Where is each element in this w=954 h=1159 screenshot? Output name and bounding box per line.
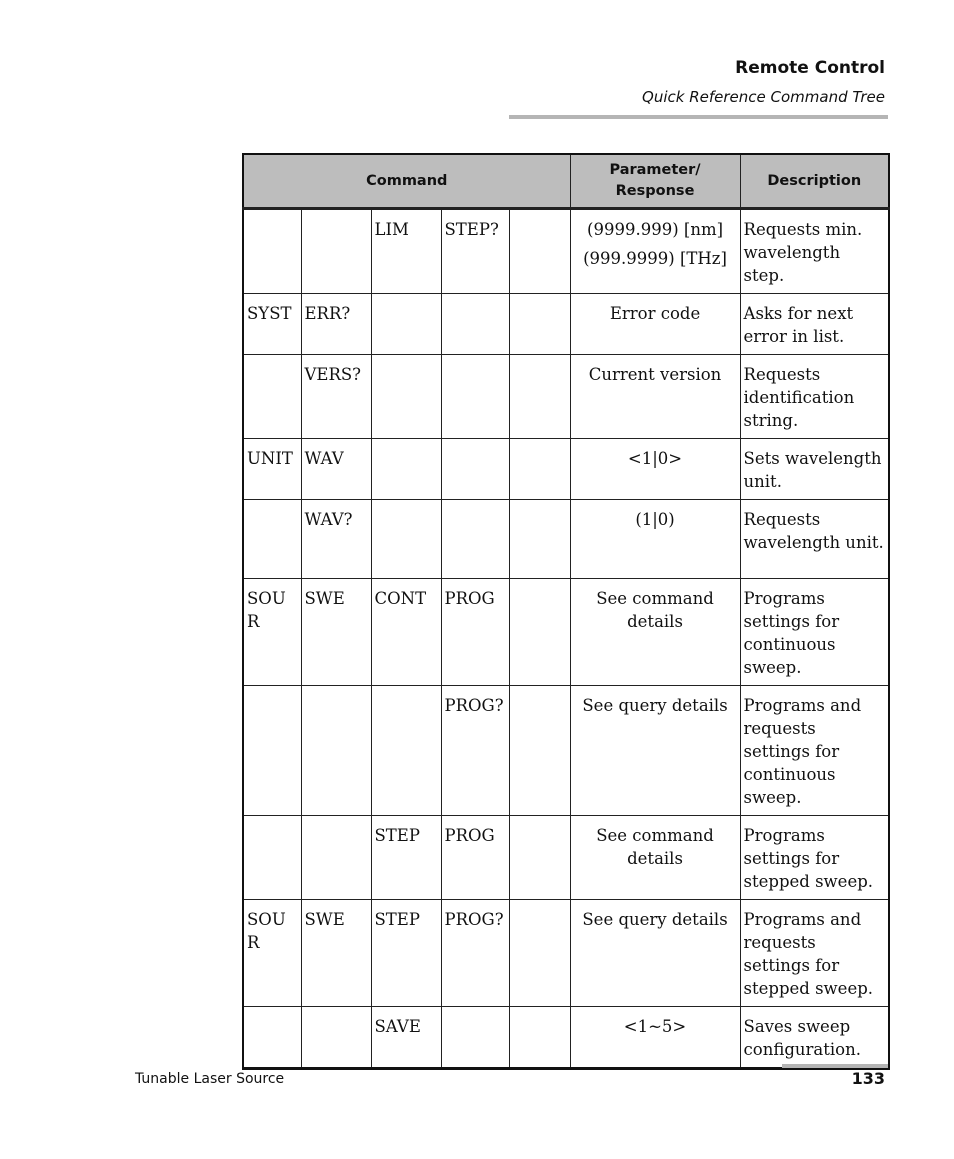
command-level-4-cell	[441, 500, 509, 579]
command-level-2-cell: VERS?	[301, 355, 371, 439]
parameter-cell	[570, 209, 740, 294]
command-level-3-cell	[371, 439, 441, 500]
command-level-1-cell	[243, 686, 301, 816]
command-level-2-cell: WAV?	[301, 500, 371, 579]
command-level-4-cell	[441, 355, 509, 439]
command-level-3-cell: CONT	[371, 579, 441, 686]
parameter-value-alt: (999.9999) [THz]	[583, 249, 727, 268]
command-level-4-cell: STEP?	[441, 209, 509, 294]
parameter-value: See query details	[582, 910, 728, 929]
parameter-cell	[570, 294, 740, 355]
parameter-cell	[570, 355, 740, 439]
parameter-value: <1|0>	[627, 449, 683, 468]
table-header-row	[243, 154, 889, 209]
command-level-3-cell: STEP	[371, 900, 441, 1007]
command-level-4-cell	[441, 294, 509, 355]
command-level-1-cell	[243, 209, 301, 294]
command-level-5-cell	[509, 500, 570, 579]
command-level-5-cell	[509, 209, 570, 294]
parameter-value: (9999.999) [nm]	[587, 220, 724, 239]
parameter-value: See command details	[596, 589, 714, 631]
command-level-4-cell: PROG	[441, 579, 509, 686]
command-level-2-cell	[301, 1007, 371, 1069]
command-level-2-cell	[301, 686, 371, 816]
description-cell: Saves sweep configuration.	[740, 1007, 889, 1069]
page-header-title: Remote Control	[735, 58, 885, 78]
description-cell: Requests wavelength unit.	[740, 500, 889, 579]
table-row	[243, 294, 889, 355]
footer-divider	[782, 1064, 888, 1068]
command-level-5-cell	[509, 1007, 570, 1069]
command-level-1-cell	[243, 500, 301, 579]
command-table	[242, 153, 890, 1070]
command-level-5-cell	[509, 579, 570, 686]
command-level-4-cell: PROG	[441, 816, 509, 900]
command-level-2-cell: SWE	[301, 579, 371, 686]
description-cell: Sets wavelength unit.	[740, 439, 889, 500]
command-level-1-cell: SOUR	[243, 900, 301, 1007]
command-level-3-cell: STEP	[371, 816, 441, 900]
command-level-3-cell	[371, 500, 441, 579]
table-row	[243, 439, 889, 500]
command-level-5-cell	[509, 294, 570, 355]
command-level-2-cell	[301, 816, 371, 900]
table-row	[243, 816, 889, 900]
header-command: Command	[243, 154, 570, 209]
parameter-cell	[570, 900, 740, 1007]
parameter-value: <1~5>	[623, 1017, 687, 1036]
command-level-5-cell	[509, 355, 570, 439]
parameter-cell	[570, 1007, 740, 1069]
header-divider	[509, 115, 888, 119]
command-level-5-cell	[509, 686, 570, 816]
page-number: 133	[851, 1069, 885, 1088]
table-row	[243, 355, 889, 439]
description-cell: Programs settings for continuous sweep.	[740, 579, 889, 686]
table-row	[243, 579, 889, 686]
command-level-3-cell	[371, 686, 441, 816]
table-row	[243, 900, 889, 1007]
description-cell: Programs settings for stepped sweep.	[740, 816, 889, 900]
command-level-1-cell	[243, 816, 301, 900]
page-header-subtitle: Quick Reference Command Tree	[642, 88, 885, 106]
description-cell: Programs and requests settings for stepped sweep.	[740, 900, 889, 1007]
command-level-5-cell	[509, 439, 570, 500]
parameter-value: (1|0)	[635, 510, 675, 529]
description-cell: Requests min. wavelength step.	[740, 209, 889, 294]
table-row	[243, 1007, 889, 1069]
command-level-4-cell	[441, 439, 509, 500]
table-row	[243, 686, 889, 816]
parameter-cell	[570, 500, 740, 579]
command-level-4-cell: PROG?	[441, 686, 509, 816]
command-level-2-cell: SWE	[301, 900, 371, 1007]
description-cell: Asks for next error in list.	[740, 294, 889, 355]
parameter-value: Current version	[588, 365, 722, 384]
command-level-4-cell: PROG?	[441, 900, 509, 1007]
description-cell: Requests identification string.	[740, 355, 889, 439]
command-level-3-cell	[371, 294, 441, 355]
parameter-cell	[570, 686, 740, 816]
parameter-cell	[570, 439, 740, 500]
header-parameter: Parameter/ Response	[570, 154, 740, 209]
command-level-3-cell: SAVE	[371, 1007, 441, 1069]
command-level-1-cell: SOUR	[243, 579, 301, 686]
command-level-5-cell	[509, 900, 570, 1007]
header-description: Description	[740, 154, 889, 209]
command-level-3-cell: LIM	[371, 209, 441, 294]
command-level-1-cell	[243, 1007, 301, 1069]
table-row	[243, 209, 889, 294]
command-level-2-cell: ERR?	[301, 294, 371, 355]
parameter-cell	[570, 579, 740, 686]
parameter-value: See query details	[582, 696, 728, 715]
description-cell: Programs and requests settings for continuous sweep.	[740, 686, 889, 816]
footer-doc-title: Tunable Laser Source	[135, 1071, 285, 1087]
parameter-value: See command details	[596, 826, 714, 868]
command-level-2-cell	[301, 209, 371, 294]
parameter-cell	[570, 816, 740, 900]
command-level-1-cell: UNIT	[243, 439, 301, 500]
command-level-4-cell	[441, 1007, 509, 1069]
command-level-1-cell: SYST	[243, 294, 301, 355]
command-level-5-cell	[509, 816, 570, 900]
command-level-1-cell	[243, 355, 301, 439]
parameter-value: Error code	[609, 304, 701, 323]
command-level-2-cell: WAV	[301, 439, 371, 500]
table-row	[243, 500, 889, 579]
command-level-3-cell	[371, 355, 441, 439]
